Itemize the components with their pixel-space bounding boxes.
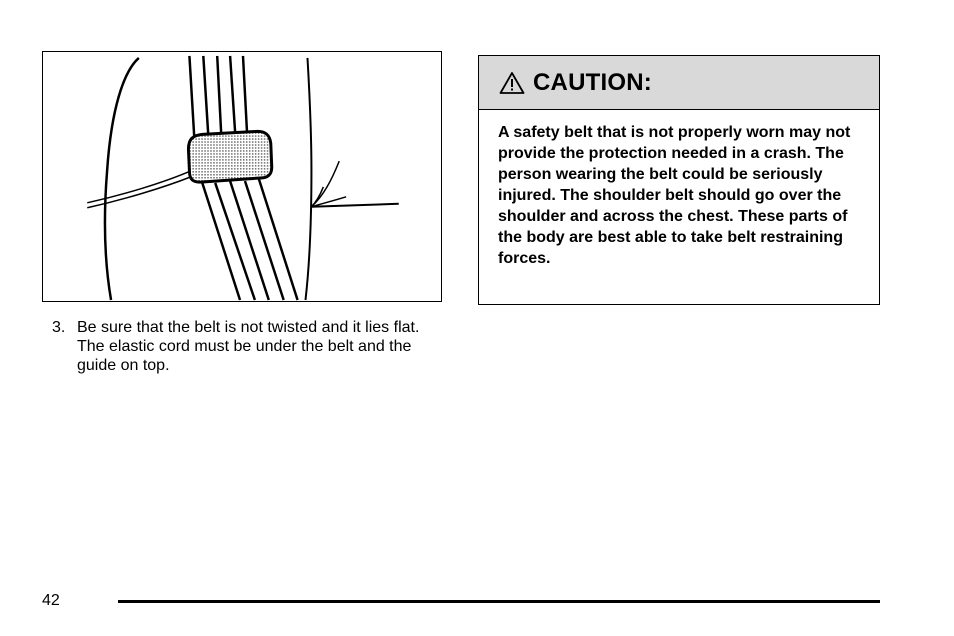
footer-rule (118, 600, 880, 603)
step-text: Be sure that the belt is not twisted and it lies flat. The elastic cord must be under the belt and the guide on top. (77, 319, 420, 374)
caution-title: CAUTION: (533, 68, 652, 96)
seat-belt-drawing (43, 52, 441, 301)
caution-text: A safety belt that is not properly worn may not provide the protection needed in a crash. The person wearing the belt could be seriously injured. The shoulder belt should go over the shoulder and across the chest. These parts of the body are best able to take belt restraining forces. (498, 124, 851, 267)
caution-box (478, 55, 880, 305)
seat-outline (105, 58, 139, 300)
seat-belt-illustration (42, 51, 442, 302)
page-number: 42 (42, 592, 60, 609)
caution-header (479, 56, 879, 110)
warning-triangle-icon (499, 71, 525, 95)
step-instruction (52, 318, 436, 375)
belt-guide (188, 131, 271, 182)
step-number: 3. (52, 319, 66, 336)
